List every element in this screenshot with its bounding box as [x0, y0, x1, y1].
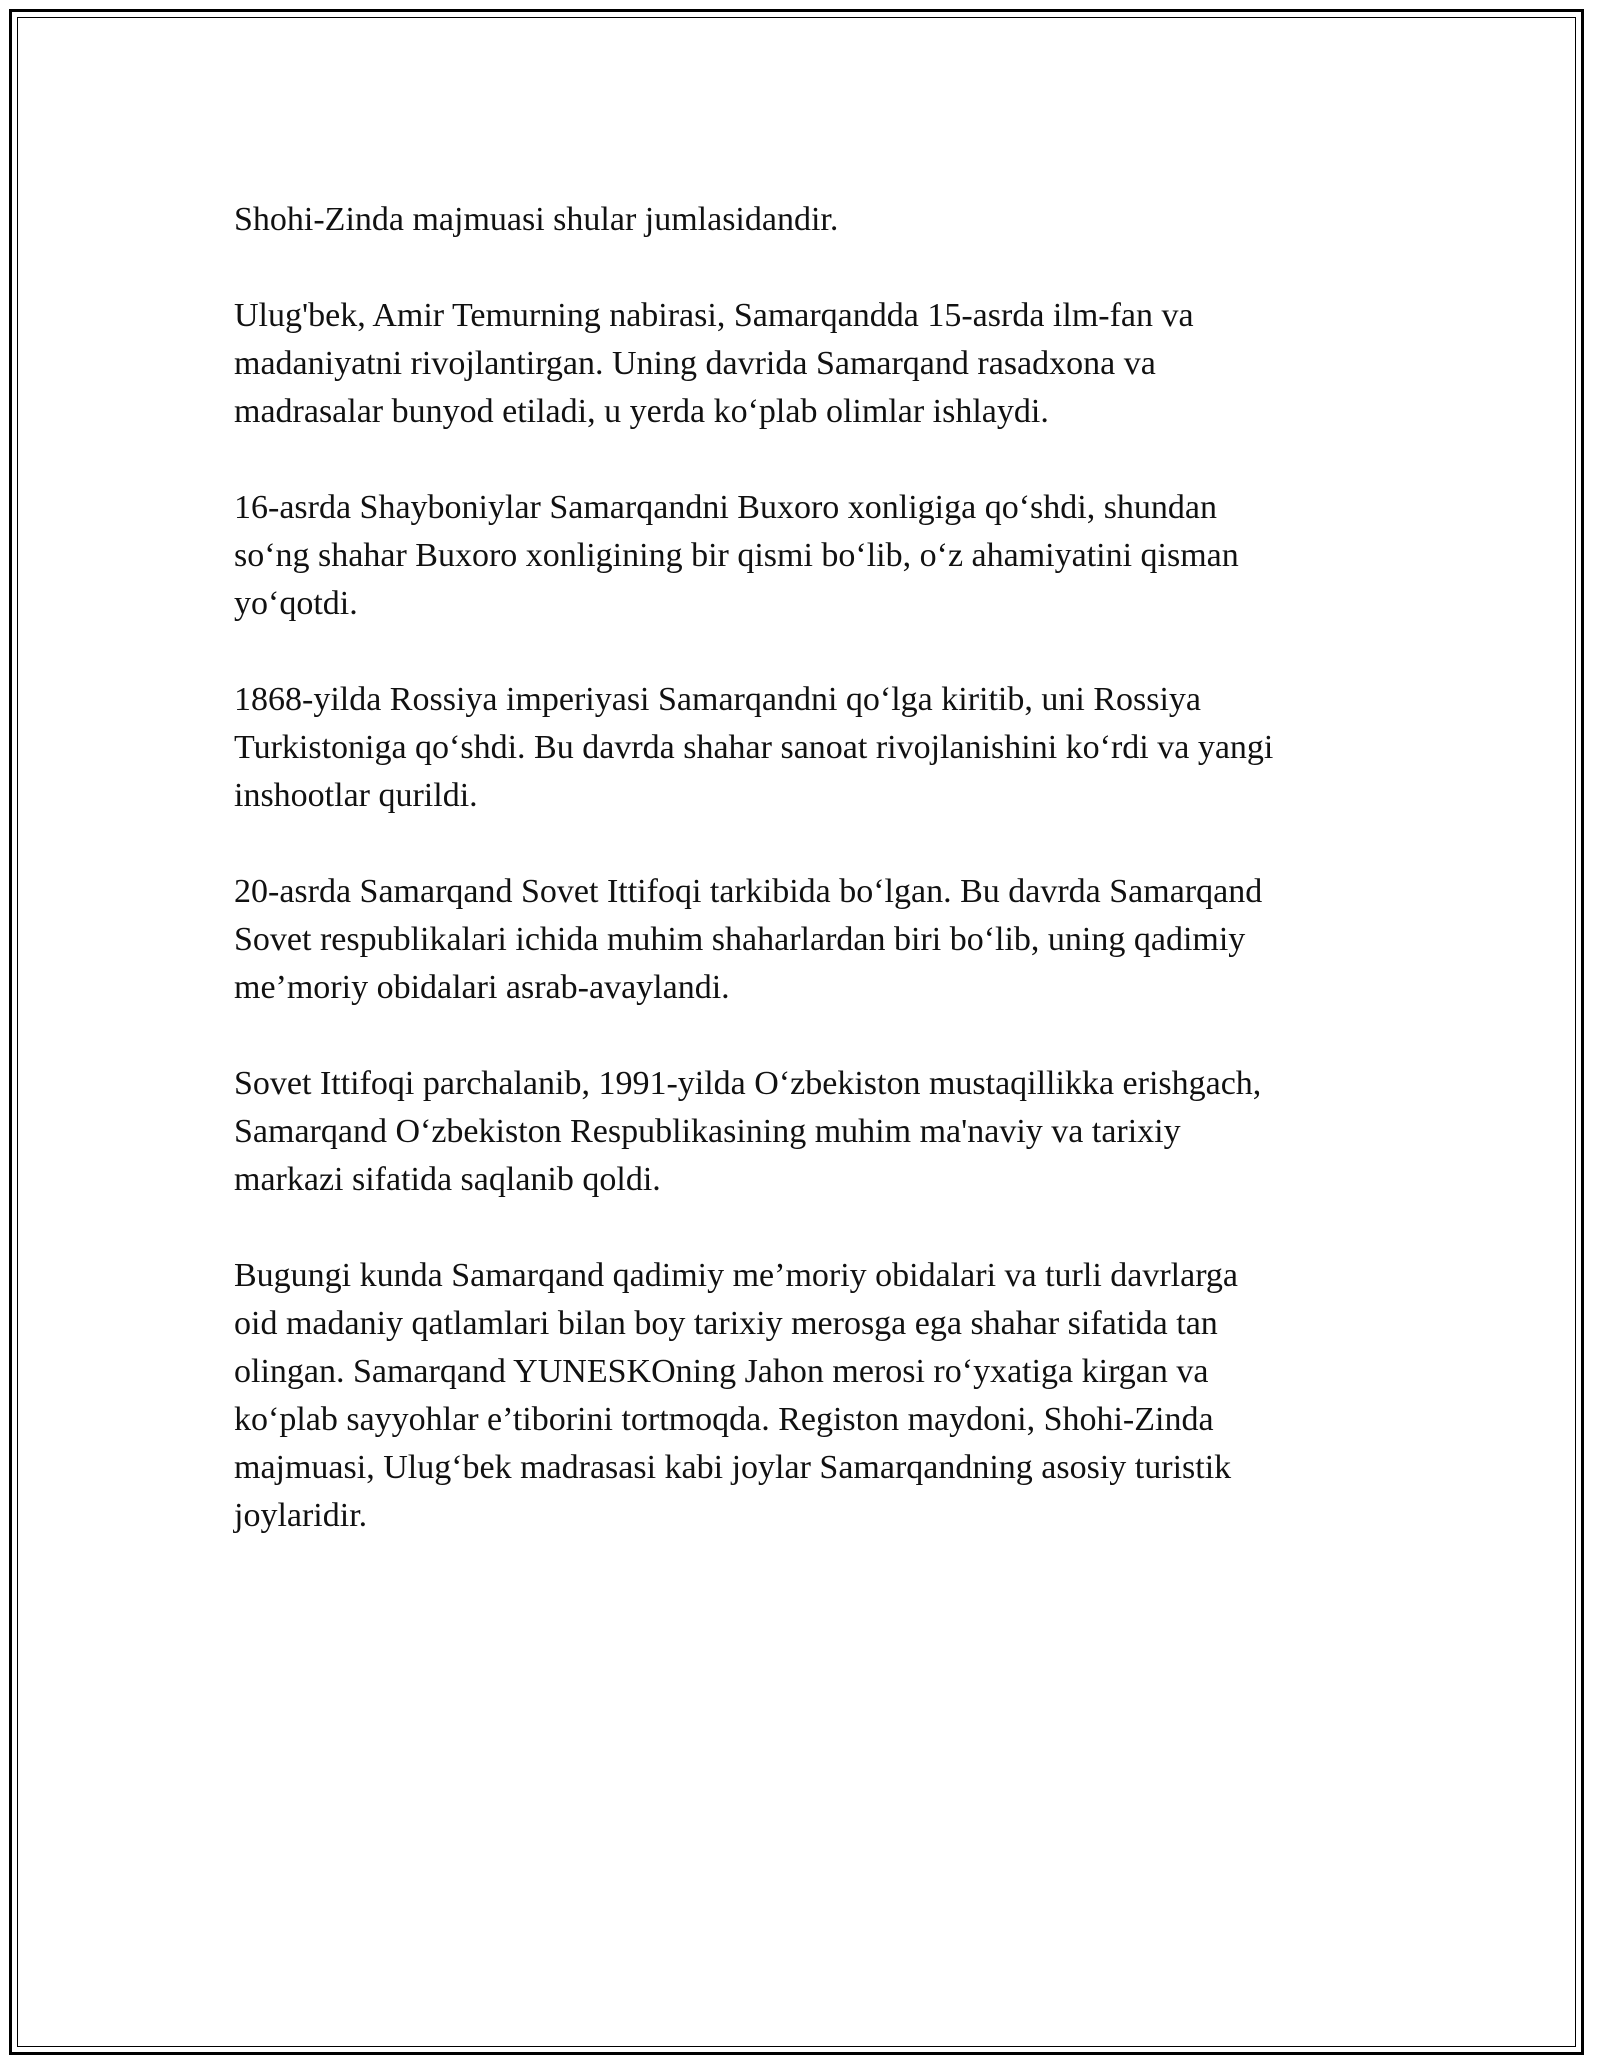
paragraph-shayboniylar: 16-asrda Shayboniylar Samarqandni Buxoro xonligiga qo‘shdi, shundan so‘ng shahar Buxoro xonligining bir qismi bo‘lib, o‘z ahamiyatini qisman yo‘qotdi. [234, 489, 1239, 622]
paragraph-soviet-era: 20-asrda Samarqand Sovet Ittifoqi tarkibida bo‘lgan. Bu davrda Samarqand Sovet respublikalari ichida muhim shaharlardan biri bo‘lib, uning qadimiy me’moriy obidalari asrab-avaylandi. [234, 873, 1263, 1006]
page-frame [9, 9, 1584, 2055]
paragraph-russian-empire: 1868-yilda Rossiya imperiyasi Samarqandni qo‘lga kiritib, uni Rossiya Turkistoniga qo‘shdi. Bu davrda shahar sanoat rivojlanishini ko‘rdi va yangi inshootlar qurildi. [234, 681, 1274, 814]
document-body [234, 196, 1374, 1588]
paragraph-intro: Shohi-Zinda majmuasi shular jumlasidandir. [234, 201, 839, 238]
paragraph-today: Bugungi kunda Samarqand qadimiy me’moriy obidalari va turli davrlarga oid madaniy qatlamlari bilan boy tarixiy merosga ega shahar sifatida tan olingan. Samarqand YUNESKOning Jahon merosi ro‘yxatiga kirgan va ko‘plab sayyohlar e’tiborini tortmoqda. Registon maydoni, Shohi-Zinda majmuasi, Ulug‘bek madrasasi kabi joylar Samarqandning asosiy turistik joylaridir. [234, 1257, 1239, 1534]
paragraph-independence: Sovet Ittifoqi parchalanib, 1991-yilda O‘zbekiston mustaqillikka erishgach, Samarqand O‘zbekiston Respublikasining muhim ma'naviy va tarixiy markazi sifatida saqlanib qoldi. [234, 1065, 1262, 1198]
paragraph-ulugbek: Ulug'bek, Amir Temurning nabirasi, Samarqandda 15-asrda ilm-fan va madaniyatni rivojlantirgan. Uning davrida Samarqand rasadxona va madrasalar bunyod etiladi, u yerda ko‘plab olimlar ishlaydi. [234, 297, 1194, 430]
